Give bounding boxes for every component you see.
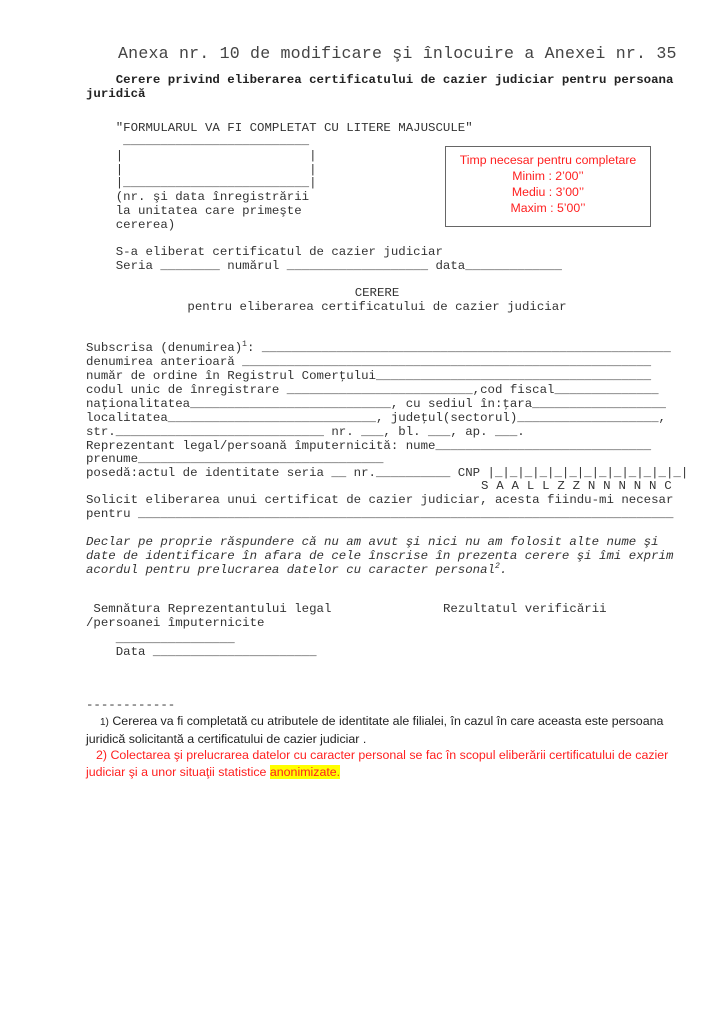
- footnote-ref-2: 2: [494, 561, 500, 571]
- footnote-2-highlight: anonimizate.: [269, 765, 341, 779]
- subscrisa-label: Subscrisa (denumirea): [86, 341, 243, 355]
- declaration-text: acordul pentru prelucrarea datelor cu caracter personal: [86, 563, 495, 577]
- verification-result-label: Rezultatul verificării: [443, 602, 607, 616]
- footnote-2-text: 2) Colectarea şi prelucrarea datelor cu caracter personal se fac în scopul eliberării certificatului de cazier judiciar şi a unor situaţii statistice: [86, 748, 669, 779]
- declaration-line: Declar pe proprie răspundere că nu am avut şi nici nu am folosit alte nume şi: [86, 535, 659, 549]
- registration-box-row: | |: [86, 149, 317, 163]
- request-subheading: pentru eliberarea certificatului de cazier judiciar: [187, 300, 567, 314]
- registration-box-row: | |: [86, 163, 317, 177]
- footnote-ref-1: 1: [242, 339, 247, 349]
- nationality-country-field[interactable]: naţionalitatea___________________________, cu sediul în:ţara__________________: [86, 397, 666, 411]
- footnote-1: [86, 713, 676, 748]
- footnote-2: [86, 747, 676, 781]
- representative-name-field[interactable]: Reprezentant legal/persoană împuternicită: nume_____________________________: [86, 439, 652, 453]
- footnote-1-number: 1): [100, 717, 109, 728]
- registration-box-top: _________________________: [86, 134, 310, 148]
- completion-time-title: Timp necesar pentru completare: [459, 153, 637, 167]
- footnote-1-text: Cererea va fi completată cu atributele de identitate ale filialei, în cazul în care aceasta este persoana juridică solicitantă a certificatului de cazier judiciar .: [86, 714, 664, 746]
- completion-time-box: [445, 146, 651, 227]
- signature-label: Semnătura Reprezentantului legal: [86, 602, 332, 616]
- subscrisa-blank[interactable]: : _______________________________________________________: [246, 341, 671, 355]
- declaration-line: date de identificare în afara de cele înscrise în prezenta cerere şi îmi exprim: [86, 549, 674, 563]
- footnote-separator: ------------: [86, 698, 176, 712]
- registration-caption: cererea): [86, 218, 176, 232]
- subscrisa-field[interactable]: [86, 341, 671, 355]
- declaration-end: .: [499, 563, 508, 577]
- issued-series-number-date: Seria ________ numărul ___________________ data_____________: [86, 259, 562, 273]
- request-heading: CERERE: [354, 286, 400, 300]
- registration-caption: la unitatea care primeşte: [86, 204, 302, 218]
- purpose-statement: Solicit eliberarea unui certificat de cazier judiciar, acesta fiindu-mi necesar: [86, 493, 674, 507]
- declaration-line: [86, 563, 507, 577]
- capital-letters-instruction: "FORMULARUL VA FI COMPLETAT CU LITERE MAJUSCULE": [86, 121, 473, 135]
- trade-register-number-field[interactable]: număr de ordine în Registrul Comerţului_____________________________________: [86, 369, 652, 383]
- cnp-legend: S A A L L Z Z N N N N N C: [481, 479, 672, 493]
- identity-document-cnp-field[interactable]: posedă:actul de identitate seria __ nr.__________ CNP |_|_|_|_|_|_|_|_|_|_|_|_|_|: [86, 466, 689, 480]
- registration-caption: (nr. şi data înregistrării: [86, 190, 310, 204]
- previous-name-field[interactable]: denumirea anterioară _______________________________________________________: [86, 355, 652, 369]
- representative-firstname-field[interactable]: prenume_________________________________: [86, 452, 384, 466]
- completion-time-min: Minim : 2’00’’: [512, 169, 584, 183]
- document-subtitle: Cerere privind eliberarea certificatului de cazier judiciar pentru persoana: [86, 73, 674, 87]
- registration-code-fiscal-code-field[interactable]: codul unic de înregistrare _________________________,cod fiscal______________: [86, 383, 659, 397]
- annex-title: Anexa nr. 10 de modificare şi înlocuire a Anexei nr. 35: [118, 44, 677, 63]
- document-subtitle-cont: juridică: [86, 87, 146, 101]
- completion-time-avg: Mediu : 3’00’’: [511, 185, 585, 199]
- locality-county-field[interactable]: localitatea____________________________, judeţul(sectorul)___________________,: [86, 411, 666, 425]
- street-address-field[interactable]: str.____________________________ nr. ___, bl. ___, ap. ___.: [86, 425, 525, 439]
- signature-line[interactable]: ________________: [86, 632, 235, 646]
- date-field[interactable]: Data ______________________: [86, 645, 317, 659]
- issued-statement: S-a eliberat certificatul de cazier judiciar: [86, 245, 443, 259]
- completion-time-max: Maxim : 5’00’’: [510, 201, 586, 215]
- signature-label-cont: /persoanei împuternicite: [86, 616, 265, 630]
- purpose-field[interactable]: pentru ________________________________________________________________________: [86, 507, 674, 521]
- registration-box-bottom: |_________________________|: [86, 176, 317, 190]
